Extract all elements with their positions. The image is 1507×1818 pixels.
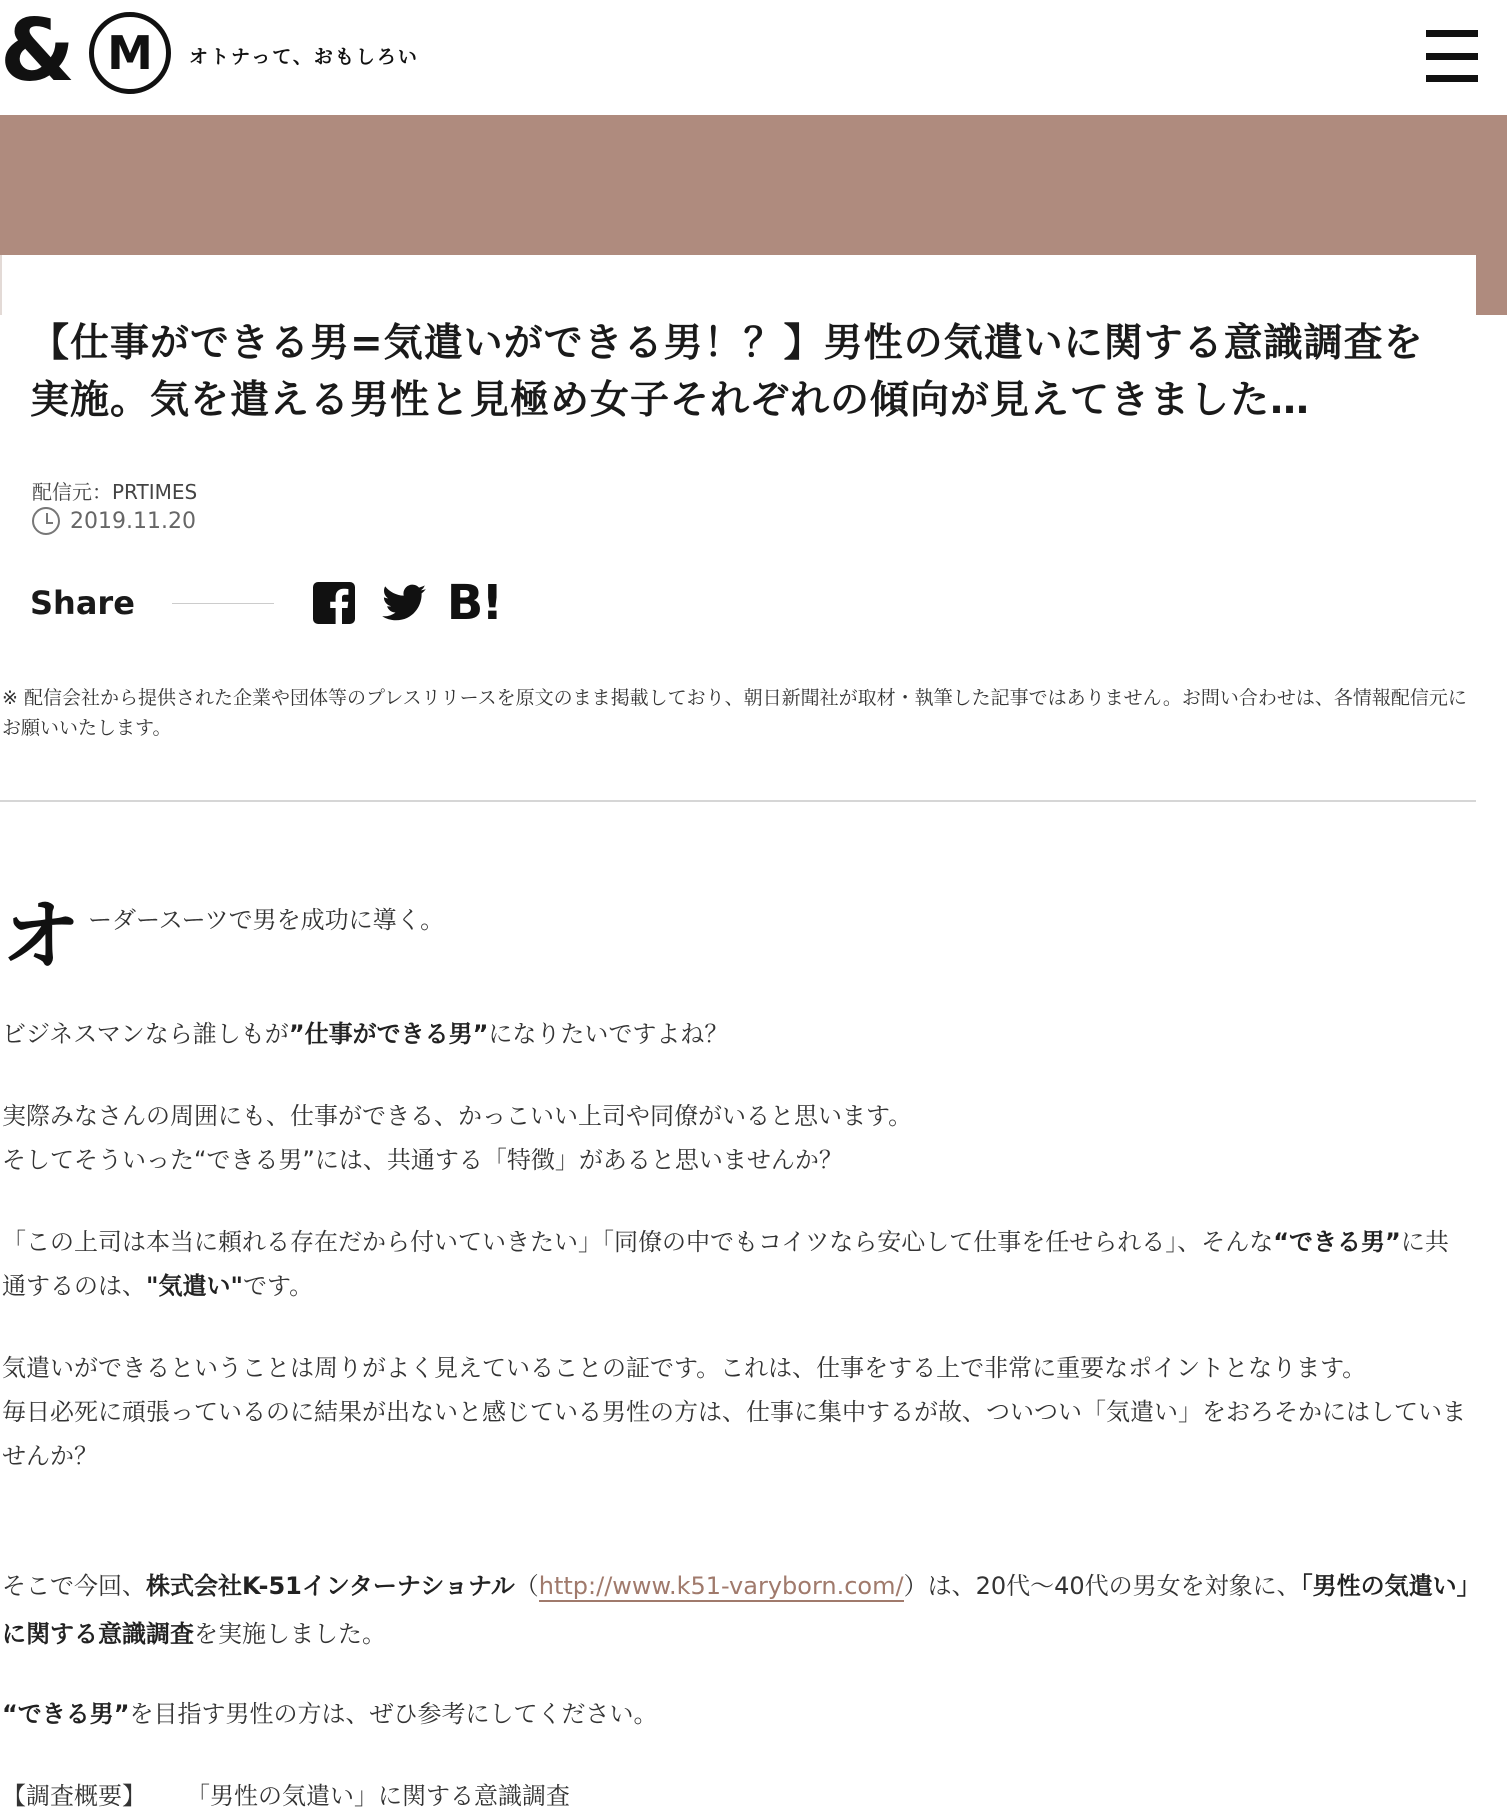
site-logo-amp[interactable]: &: [0, 1, 73, 101]
facebook-icon[interactable]: [312, 580, 356, 626]
hero-band: [0, 115, 1507, 315]
article-source: 配信元：PRTIMES: [32, 480, 198, 504]
article-date-row: [32, 506, 197, 536]
article-title: 【仕事ができる男=気遣いができる男！？】男性の気遣いに関する意識調査を実施。気を遣える男性と見極め女子それぞれの傾向が見えてきました…: [30, 321, 1424, 423]
hamburger-menu-icon[interactable]: [1426, 28, 1478, 82]
lead-paragraph: ーダースーツで男を成功に導く。: [88, 906, 445, 934]
twitter-icon[interactable]: [382, 580, 426, 626]
content-divider: [0, 800, 1476, 802]
share-bar: [30, 575, 522, 631]
share-divider-line: [172, 603, 274, 604]
dropcap: オ: [2, 892, 81, 982]
press-release-notice: ※ 配信会社から提供された企業や団体等のプレスリリースを原文のまま掲載しており、朝日新聞社が取材・執筆した記事ではありません。お問い合わせは、各情報配信元にお願いいたします。: [2, 687, 1467, 739]
paragraph-2: 実際みなさんの周囲にも、仕事ができる、かっこいい上司や同僚がいると思います。 そしてそういった“できる男”には、共通する「特徴」があると思いませんか？: [2, 1102, 913, 1174]
share-label: Share: [30, 584, 135, 622]
company-website-link[interactable]: http://www.k51-varyborn.com/: [538, 1572, 904, 1600]
paragraph-3: 「この上司は本当に頼れる存在だから付いていきたい」「同僚の中でもコイツなら安心して仕事を任せられる」、そんな“できる男”に共通するのは、"気遣い"です。: [2, 1228, 1449, 1300]
clock-icon: [32, 507, 60, 535]
site-tagline: オトナって、おもしろい: [189, 46, 419, 68]
site-logo-m[interactable]: M: [89, 12, 171, 94]
paragraph-6: “できる男”を目指す男性の方は、ぜひ参考にしてください。: [2, 1700, 658, 1728]
survey-overview: 【調査概要】 「男性の気遣い」に関する意識調査: [2, 1782, 570, 1810]
article-date: 2019.11.20: [70, 508, 196, 534]
paragraph-4: 気遣いができるということは周りがよく見えていることの証です。これは、仕事をする上で非常に重要なポイントとなります。 毎日必死に頑張っているのに結果が出ないと感じている男性の方は、仕事に集中するが故、ついつい「気遣い」をおろそかにはしていませんか？: [2, 1354, 1466, 1470]
hatena-bookmark-icon[interactable]: B!: [446, 575, 502, 631]
article-meta: [32, 478, 197, 536]
article-card-top: [0, 255, 1476, 315]
paragraph-5: そこで今回、株式会社K-51インターナショナル（http://www.k51-varyborn.com/）は、20代〜40代の男女を対象に、「男性の気遣い」に関する意識調査を実施しました。: [2, 1572, 1469, 1648]
paragraph-1: ビジネスマンなら誰しもが”仕事ができる男”になりたいですよね？: [2, 1020, 729, 1048]
site-header: [0, 0, 1507, 115]
